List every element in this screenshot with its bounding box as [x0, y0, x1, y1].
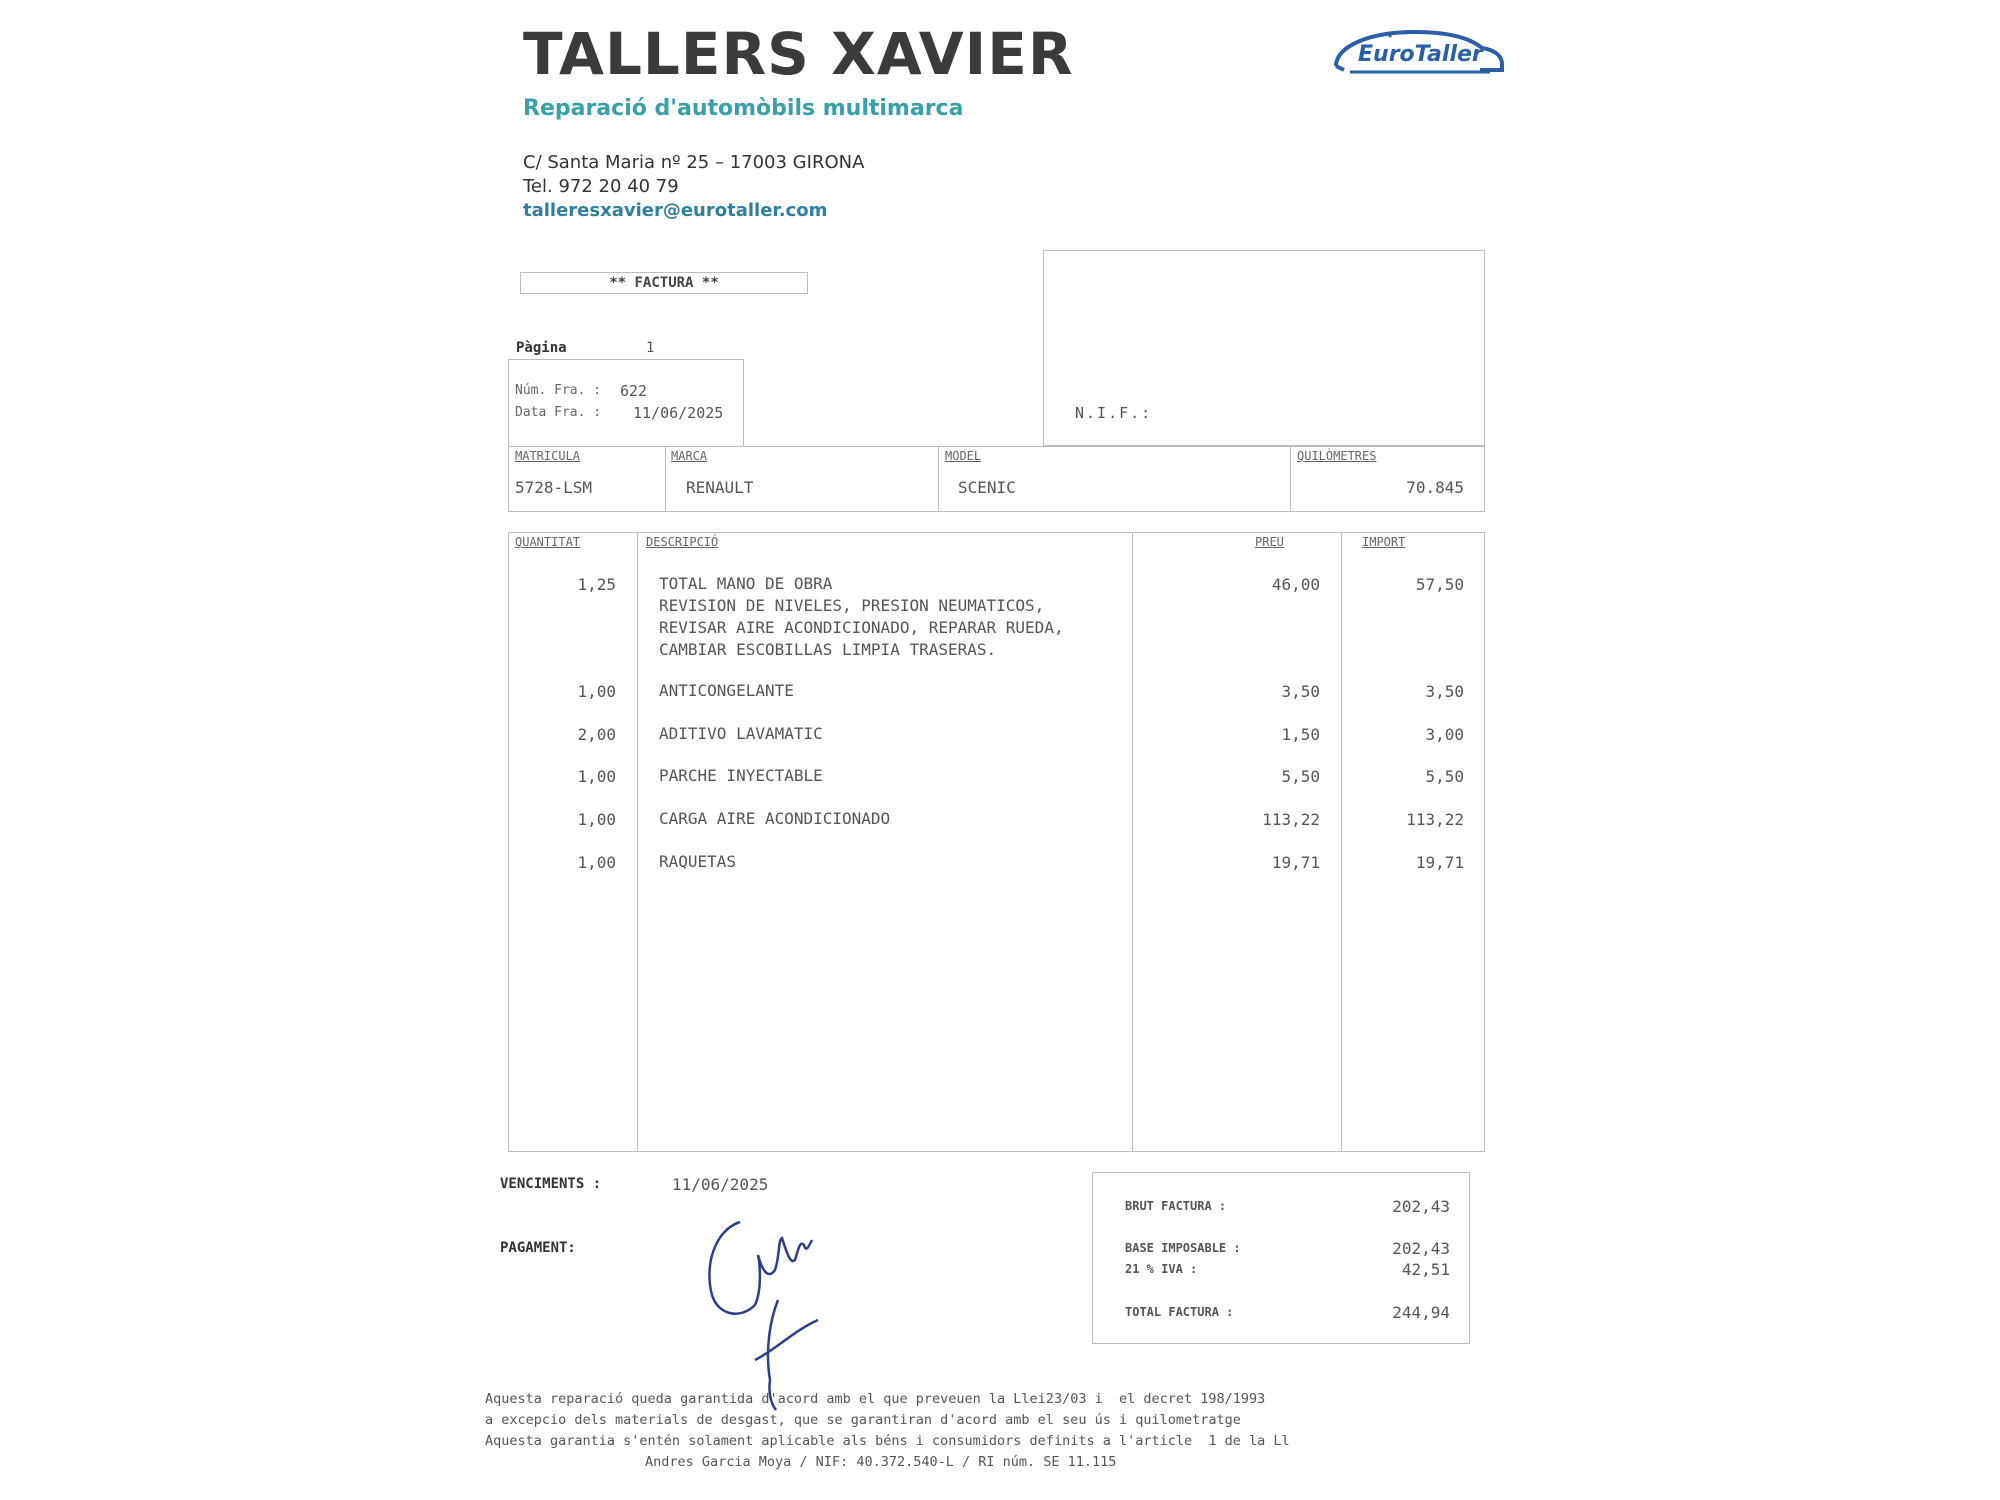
total-value: 244,94: [1392, 1303, 1450, 1322]
brut-value: 202,43: [1392, 1197, 1450, 1216]
marca-value: RENAULT: [686, 478, 754, 497]
footer-line-1: Aquesta reparació queda garantida d'acord amb el que preveuen la Llei23/03 i el decret 198/1993: [485, 1391, 1266, 1407]
iva-label: 21 % IVA :: [1125, 1262, 1198, 1276]
invoice-number-label: Núm. Fra. :: [515, 383, 602, 398]
signature-icon: [700, 1210, 840, 1420]
company-name: TALLERS XAVIER: [523, 20, 1074, 88]
marca-label: MARCA: [671, 449, 708, 463]
company-address: C/ Santa Maria nº 25 – 17003 GIRONA: [523, 152, 865, 173]
due-label: VENCIMENTS :: [500, 1176, 602, 1192]
row-6-desc: RAQUETAS: [659, 852, 737, 871]
invoice-date: 11/06/2025: [633, 404, 724, 422]
matricula-value: 5728-LSM: [515, 478, 593, 497]
page-number: 1: [646, 340, 655, 356]
base-value: 202,43: [1392, 1239, 1450, 1258]
invoice-date-label: Data Fra. :: [515, 405, 602, 420]
col-header-amount: IMPORT: [1362, 535, 1406, 549]
row-4-desc: PARCHE INYECTABLE: [659, 766, 823, 785]
due-date: 11/06/2025: [672, 1175, 769, 1194]
row-2-amount: 3,50: [1425, 682, 1464, 701]
page-label: Pàgina: [516, 340, 567, 356]
row-2-price: 3,50: [1281, 682, 1320, 701]
row-5-amount: 113,22: [1406, 810, 1464, 829]
model-label: MODEL: [945, 449, 982, 463]
row-1-desc-2: REVISION DE NIVELES, PRESION NEUMATICOS,: [659, 596, 1045, 615]
row-5-price: 113,22: [1262, 810, 1320, 829]
row-3-desc: ADITIVO LAVAMATIC: [659, 724, 823, 743]
row-1-amount: 57,50: [1415, 575, 1464, 594]
footer-line-2: a excepcio dels materials de desgast, que se garantiran d'acord amb el seu ús i quilometratge: [485, 1412, 1241, 1428]
iva-value: 42,51: [1401, 1260, 1450, 1279]
row-2-desc: ANTICONGELANTE: [659, 681, 794, 700]
invoice-number: 622: [620, 382, 648, 400]
payment-label: PAGAMENT:: [500, 1240, 576, 1256]
row-4-qty: 1,00: [577, 767, 616, 786]
brut-label: BRUT FACTURA :: [1125, 1199, 1227, 1213]
row-3-amount: 3,00: [1425, 725, 1464, 744]
col-header-price: PREU: [1255, 535, 1284, 549]
row-1-desc-1: TOTAL MANO DE OBRA: [659, 574, 833, 593]
row-1-desc-3: REVISAR AIRE ACONDICIONADO, REPARAR RUEDA,: [659, 618, 1064, 637]
row-6-amount: 19,71: [1415, 853, 1464, 872]
matricula-label: MATRICULA: [515, 449, 581, 463]
row-5-desc: CARGA AIRE ACONDICIONADO: [659, 809, 891, 828]
total-label: TOTAL FACTURA :: [1125, 1305, 1234, 1319]
company-email: talleresxavier@eurotaller.com: [523, 200, 828, 221]
footer-line-4: Andres Garcia Moya / NIF: 40.372.540-L / RI núm. SE 11.115: [645, 1454, 1117, 1470]
col-header-qty: QUANTITAT: [515, 535, 581, 549]
col-header-desc: DESCRIPCIÓ: [646, 535, 719, 549]
company-tagline: Reparació d'automòbils multimarca: [523, 96, 964, 121]
footer-line-3: Aquesta garantia s'entén solament aplicable als béns i consumidors definits a l'article 1 de la Ll: [485, 1433, 1290, 1449]
row-6-price: 19,71: [1271, 853, 1320, 872]
row-5-qty: 1,00: [577, 810, 616, 829]
row-1-desc-4: CAMBIAR ESCOBILLAS LIMPIA TRASERAS.: [659, 640, 997, 659]
row-4-amount: 5,50: [1425, 767, 1464, 786]
row-3-qty: 2,00: [577, 725, 616, 744]
km-value: 70.845: [1406, 478, 1464, 497]
eurotaller-logo: [1330, 22, 1505, 80]
document-type-label: ** FACTURA **: [520, 272, 808, 294]
base-label: BASE IMPOSABLE :: [1125, 1241, 1241, 1255]
nif-label: N.I.F.:: [1075, 404, 1153, 422]
row-3-price: 1,50: [1281, 725, 1320, 744]
invoice-info-box: [508, 359, 744, 447]
row-6-qty: 1,00: [577, 853, 616, 872]
km-label: QUILÒMETRES: [1297, 449, 1377, 463]
company-phone: Tel. 972 20 40 79: [523, 176, 679, 197]
row-2-qty: 1,00: [577, 682, 616, 701]
logo-text: EuroTaller: [1358, 42, 1483, 67]
row-1-qty: 1,25: [577, 575, 616, 594]
row-1-price: 46,00: [1271, 575, 1320, 594]
row-4-price: 5,50: [1281, 767, 1320, 786]
model-value: SCENIC: [958, 478, 1016, 497]
